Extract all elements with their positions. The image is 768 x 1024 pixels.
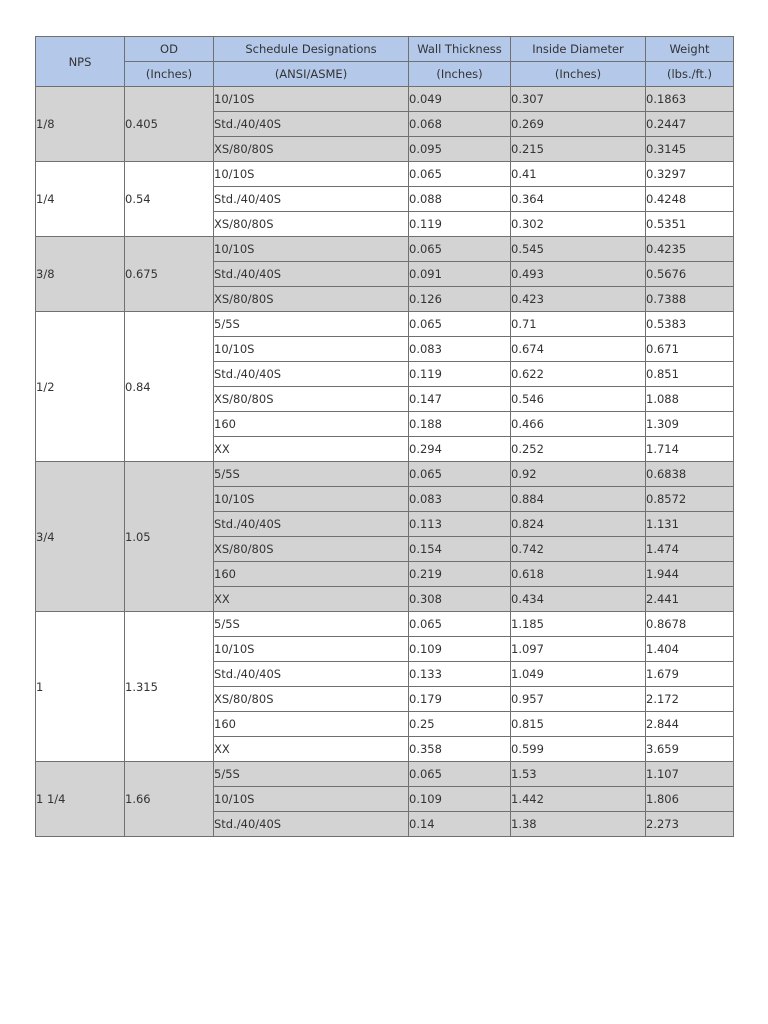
pipe-schedule-table: [35, 36, 734, 837]
cell-schedule: 10/10S: [214, 637, 409, 662]
cell-schedule: 5/5S: [214, 612, 409, 637]
cell-schedule: Std./40/40S: [214, 112, 409, 137]
cell-inside-diameter: 1.53: [511, 762, 646, 787]
cell-nps: 1/8: [36, 87, 125, 162]
cell-weight: 0.6838: [646, 462, 734, 487]
cell-weight: 0.7388: [646, 287, 734, 312]
cell-weight: 0.851: [646, 362, 734, 387]
cell-inside-diameter: 0.742: [511, 537, 646, 562]
cell-schedule: XX: [214, 587, 409, 612]
table-header: [36, 37, 734, 87]
cell-inside-diameter: 0.302: [511, 212, 646, 237]
cell-weight: 0.4235: [646, 237, 734, 262]
cell-weight: 1.679: [646, 662, 734, 687]
cell-weight: 0.4248: [646, 187, 734, 212]
cell-weight: 0.5351: [646, 212, 734, 237]
cell-inside-diameter: 1.185: [511, 612, 646, 637]
header-inside-diameter: Inside Diameter: [511, 37, 646, 62]
cell-schedule: 5/5S: [214, 462, 409, 487]
header-row-top: [36, 37, 734, 62]
cell-schedule: Std./40/40S: [214, 362, 409, 387]
cell-nps: 3/4: [36, 462, 125, 612]
cell-wall-thickness: 0.119: [409, 212, 511, 237]
cell-wall-thickness: 0.049: [409, 87, 511, 112]
cell-wall-thickness: 0.065: [409, 237, 511, 262]
cell-wall-thickness: 0.308: [409, 587, 511, 612]
cell-weight: 0.3297: [646, 162, 734, 187]
cell-wall-thickness: 0.109: [409, 637, 511, 662]
cell-od: 0.54: [125, 162, 214, 237]
cell-od: 0.405: [125, 87, 214, 162]
cell-weight: 2.844: [646, 712, 734, 737]
cell-inside-diameter: 0.493: [511, 262, 646, 287]
cell-inside-diameter: 0.466: [511, 412, 646, 437]
cell-schedule: 10/10S: [214, 237, 409, 262]
cell-inside-diameter: 0.815: [511, 712, 646, 737]
table-row: [36, 162, 734, 187]
cell-wall-thickness: 0.083: [409, 337, 511, 362]
cell-inside-diameter: 1.097: [511, 637, 646, 662]
cell-weight: 0.8572: [646, 487, 734, 512]
cell-weight: 2.273: [646, 812, 734, 837]
cell-schedule: 160: [214, 562, 409, 587]
cell-weight: 0.671: [646, 337, 734, 362]
cell-inside-diameter: 1.049: [511, 662, 646, 687]
cell-wall-thickness: 0.154: [409, 537, 511, 562]
header-od-unit: (Inches): [125, 62, 214, 87]
cell-inside-diameter: 0.674: [511, 337, 646, 362]
cell-weight: 1.107: [646, 762, 734, 787]
table-body: [36, 87, 734, 837]
cell-inside-diameter: 0.546: [511, 387, 646, 412]
cell-weight: 2.441: [646, 587, 734, 612]
header-nps: NPS: [36, 37, 125, 87]
cell-schedule: 10/10S: [214, 487, 409, 512]
cell-inside-diameter: 0.252: [511, 437, 646, 462]
cell-weight: 0.8678: [646, 612, 734, 637]
cell-nps: 3/8: [36, 237, 125, 312]
cell-wall-thickness: 0.065: [409, 162, 511, 187]
cell-inside-diameter: 0.957: [511, 687, 646, 712]
cell-schedule: Std./40/40S: [214, 262, 409, 287]
cell-schedule: 5/5S: [214, 312, 409, 337]
cell-weight: 1.806: [646, 787, 734, 812]
cell-weight: 0.2447: [646, 112, 734, 137]
cell-inside-diameter: 0.269: [511, 112, 646, 137]
cell-wall-thickness: 0.065: [409, 462, 511, 487]
cell-wall-thickness: 0.113: [409, 512, 511, 537]
cell-weight: 1.309: [646, 412, 734, 437]
cell-weight: 1.131: [646, 512, 734, 537]
cell-schedule: 160: [214, 712, 409, 737]
cell-weight: 3.659: [646, 737, 734, 762]
header-schedule: Schedule Designations: [214, 37, 409, 62]
cell-inside-diameter: 0.41: [511, 162, 646, 187]
cell-od: 0.84: [125, 312, 214, 462]
cell-schedule: XS/80/80S: [214, 387, 409, 412]
cell-inside-diameter: 0.884: [511, 487, 646, 512]
cell-inside-diameter: 0.545: [511, 237, 646, 262]
cell-od: 1.05: [125, 462, 214, 612]
cell-schedule: 5/5S: [214, 762, 409, 787]
cell-inside-diameter: 1.38: [511, 812, 646, 837]
table-row: [36, 612, 734, 637]
header-weight: Weight: [646, 37, 734, 62]
cell-schedule: Std./40/40S: [214, 812, 409, 837]
table-row: [36, 87, 734, 112]
cell-weight: 0.3145: [646, 137, 734, 162]
cell-wall-thickness: 0.358: [409, 737, 511, 762]
cell-wall-thickness: 0.188: [409, 412, 511, 437]
cell-schedule: XS/80/80S: [214, 537, 409, 562]
cell-wall-thickness: 0.119: [409, 362, 511, 387]
cell-schedule: Std./40/40S: [214, 512, 409, 537]
cell-weight: 1.714: [646, 437, 734, 462]
cell-nps: 1 1/4: [36, 762, 125, 837]
cell-schedule: XS/80/80S: [214, 137, 409, 162]
header-wall-thickness: Wall Thickness: [409, 37, 511, 62]
cell-inside-diameter: 0.434: [511, 587, 646, 612]
cell-schedule: Std./40/40S: [214, 187, 409, 212]
cell-inside-diameter: 0.92: [511, 462, 646, 487]
cell-nps: 1: [36, 612, 125, 762]
cell-nps: 1/2: [36, 312, 125, 462]
cell-wall-thickness: 0.083: [409, 487, 511, 512]
cell-wall-thickness: 0.065: [409, 612, 511, 637]
cell-wall-thickness: 0.065: [409, 312, 511, 337]
cell-wall-thickness: 0.109: [409, 787, 511, 812]
cell-wall-thickness: 0.25: [409, 712, 511, 737]
cell-inside-diameter: 0.423: [511, 287, 646, 312]
header-row-units: [36, 62, 734, 87]
cell-wall-thickness: 0.147: [409, 387, 511, 412]
cell-weight: 0.1863: [646, 87, 734, 112]
cell-od: 0.675: [125, 237, 214, 312]
cell-schedule: XS/80/80S: [214, 287, 409, 312]
header-weight-unit: (lbs./ft.): [646, 62, 734, 87]
table-row: [36, 237, 734, 262]
cell-weight: 1.404: [646, 637, 734, 662]
cell-inside-diameter: 0.824: [511, 512, 646, 537]
cell-weight: 0.5383: [646, 312, 734, 337]
cell-weight: 1.474: [646, 537, 734, 562]
header-od: OD: [125, 37, 214, 62]
cell-schedule: 10/10S: [214, 787, 409, 812]
cell-wall-thickness: 0.091: [409, 262, 511, 287]
cell-weight: 1.944: [646, 562, 734, 587]
cell-weight: 1.088: [646, 387, 734, 412]
cell-wall-thickness: 0.068: [409, 112, 511, 137]
cell-schedule: 10/10S: [214, 337, 409, 362]
cell-nps: 1/4: [36, 162, 125, 237]
cell-wall-thickness: 0.095: [409, 137, 511, 162]
cell-wall-thickness: 0.133: [409, 662, 511, 687]
cell-wall-thickness: 0.088: [409, 187, 511, 212]
header-inside-unit: (Inches): [511, 62, 646, 87]
cell-inside-diameter: 0.599: [511, 737, 646, 762]
header-schedule-unit: (ANSI/ASME): [214, 62, 409, 87]
cell-inside-diameter: 0.71: [511, 312, 646, 337]
cell-inside-diameter: 0.307: [511, 87, 646, 112]
cell-inside-diameter: 1.442: [511, 787, 646, 812]
cell-wall-thickness: 0.126: [409, 287, 511, 312]
table-row: [36, 462, 734, 487]
cell-wall-thickness: 0.14: [409, 812, 511, 837]
cell-schedule: 10/10S: [214, 87, 409, 112]
cell-inside-diameter: 0.622: [511, 362, 646, 387]
cell-od: 1.315: [125, 612, 214, 762]
cell-weight: 2.172: [646, 687, 734, 712]
cell-weight: 0.5676: [646, 262, 734, 287]
cell-wall-thickness: 0.219: [409, 562, 511, 587]
header-wall-unit: (Inches): [409, 62, 511, 87]
cell-wall-thickness: 0.065: [409, 762, 511, 787]
cell-schedule: XS/80/80S: [214, 212, 409, 237]
cell-schedule: XX: [214, 437, 409, 462]
table-row: [36, 312, 734, 337]
cell-schedule: 10/10S: [214, 162, 409, 187]
cell-inside-diameter: 0.364: [511, 187, 646, 212]
cell-schedule: XX: [214, 737, 409, 762]
cell-inside-diameter: 0.618: [511, 562, 646, 587]
table-row: [36, 762, 734, 787]
cell-schedule: 160: [214, 412, 409, 437]
cell-schedule: Std./40/40S: [214, 662, 409, 687]
cell-od: 1.66: [125, 762, 214, 837]
cell-schedule: XS/80/80S: [214, 687, 409, 712]
cell-wall-thickness: 0.179: [409, 687, 511, 712]
cell-wall-thickness: 0.294: [409, 437, 511, 462]
cell-inside-diameter: 0.215: [511, 137, 646, 162]
